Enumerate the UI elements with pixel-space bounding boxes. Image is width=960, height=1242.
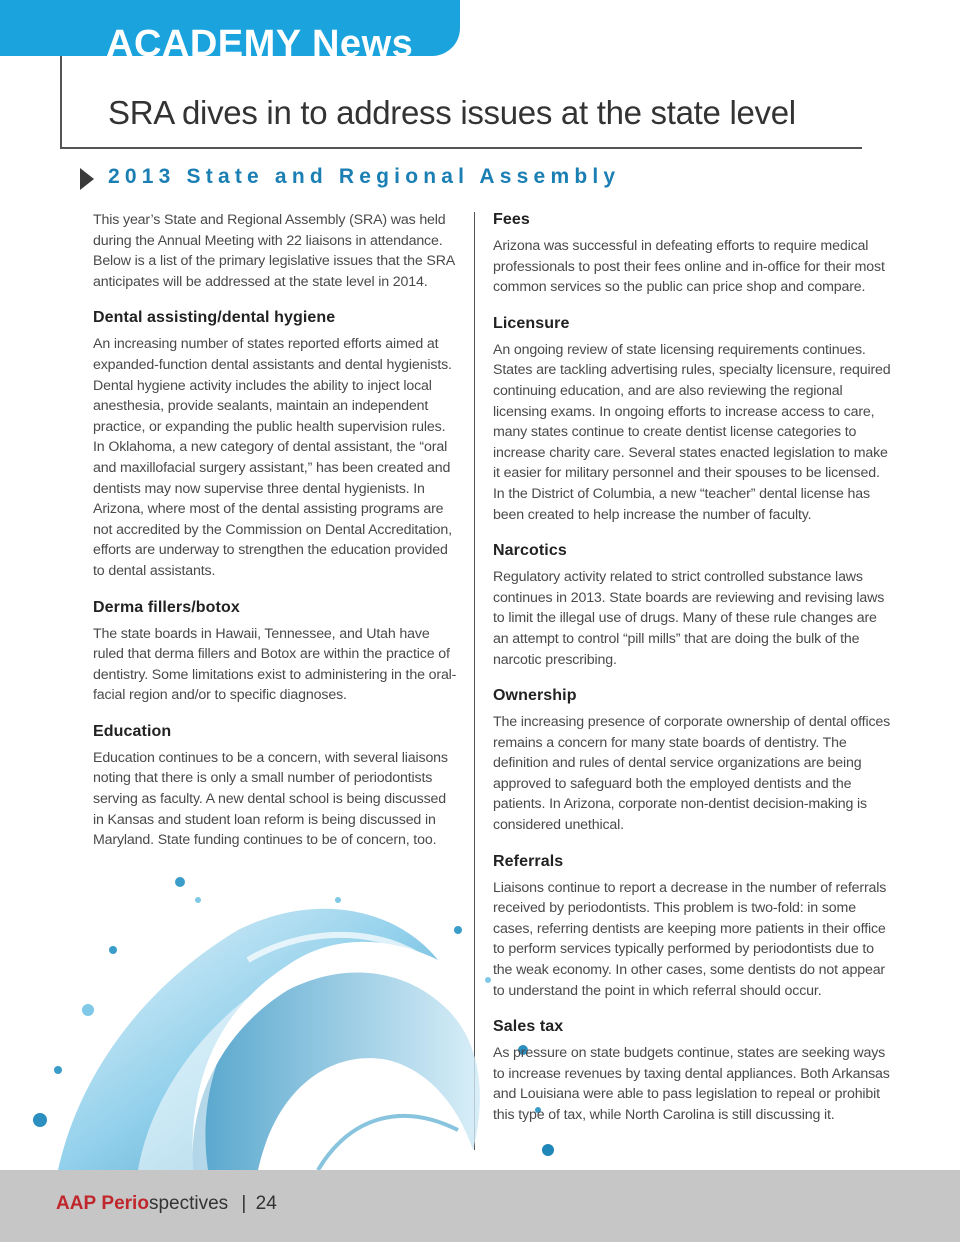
section-heading: 2013 State and Regional Assembly bbox=[108, 165, 621, 188]
subheading-education: Education bbox=[93, 722, 172, 740]
brand-title: ACADEMY News bbox=[106, 23, 414, 56]
intro-paragraph: This year’s State and Regional Assembly (SRA) was held during the Annual Meeting with 22 liaisons in attendance. Below is a list of the primary legislative issues that the SRA anticipates will be addressed at the state level in 2014. bbox=[93, 212, 455, 290]
page-number: 24 bbox=[255, 1193, 277, 1214]
frame-horizontal-rule bbox=[60, 147, 862, 149]
subheading-narcotics: Narcotics bbox=[493, 542, 567, 560]
play-arrow-icon bbox=[80, 168, 94, 190]
subheading-sales-tax: Sales tax bbox=[493, 1018, 564, 1036]
paragraph-sales-tax: As pressure on state budgets continue, states are seeking ways to increase revenues by taxing dental appliances. Both Arkansas and Louisiana were able to pass legislation to repeal or prohibit this type of tax, while North Carolina is still discussing it. bbox=[493, 1045, 890, 1123]
logo-aap: AAP bbox=[56, 1193, 97, 1214]
subheading-dental-assisting: Dental assisting/dental hygiene bbox=[93, 309, 336, 327]
paragraph-referrals: Liaisons continue to report a decrease in the number of referrals received by periodontists. This problem is two-fold: in some cases, referring dentists are keeping more patients in their office to perform services typically performed by periodontists due to the weak economy. In other cases, some dentists do not appear to understand the point in which referral should occur. bbox=[493, 879, 887, 999]
paragraph-derma-fillers: The state boards in Hawaii, Tennessee, and Utah have ruled that derma fillers and Botox are within the practice of dentistry. Some limitations exist to administering in the oral-facial region and/or to specific diagnoses. bbox=[93, 625, 457, 704]
subheading-referrals: Referrals bbox=[493, 852, 564, 870]
subheading-derma-fillers: Derma fillers/botox bbox=[93, 598, 240, 616]
paragraph-education: Education continues to be a concern, with several liaisons noting that there is only a small number of periodontists serving as faculty. A new dental school is being discussed in Kansas and student loan reform is being discussed in Maryland. State funding continues to be of concern, too. bbox=[93, 749, 448, 849]
subheading-licensure: Licensure bbox=[493, 314, 570, 332]
paragraph-narcotics: Regulatory activity related to strict controlled substance laws continues in 2013. State boards are reviewing and revising laws to limit the illegal use of drugs. Many of these rule changes are an attempt to control “pill mills” that are doing the bulk of the narcotic prescribing. bbox=[493, 569, 885, 668]
subheading-ownership: Ownership bbox=[493, 687, 577, 705]
paragraph-ownership: The increasing presence of corporate ownership of dental offices remains a concern for many state boards of dentistry. The definition and rules of dental service organizations are being approved to safeguard both the employed dentists and the patients. In Arizona, corporate non-dentist decision-making is considered unethical. bbox=[493, 714, 891, 834]
logo-perio: Perio bbox=[101, 1193, 149, 1214]
page-title: SRA dives in to address issues at the state level bbox=[108, 94, 796, 131]
left-column bbox=[93, 208, 459, 851]
footer-separator: | bbox=[241, 1193, 247, 1214]
header-tab bbox=[0, 0, 460, 56]
right-column bbox=[493, 208, 895, 1126]
footer-publication-logo bbox=[56, 1191, 277, 1217]
paragraph-dental-assisting: An increasing number of states reported efforts aimed at expanded-function dental assistants and dental hygienists. Dental hygiene activity includes the ability to inject local anesthesia, provide sealants, maintain an independent practice, or expanding the public health supervision rules. In Oklahoma, a new category of dental assistant, the “oral and maxillofacial surgery assistant,” has been created and dentists may now supervise three dental hygienists. In Arizona, where most of the dental assisting programs are not accredited by the Commission on Dental Accreditation, efforts are underway to strengthen the education provided to dental assistants. bbox=[93, 336, 452, 579]
frame-vertical-rule bbox=[60, 56, 62, 148]
logo-spectives: spectives bbox=[148, 1193, 229, 1214]
paragraph-fees: Arizona was successful in defeating efforts to require medical professionals to post their fees online and in-office for their most common services so the public can price shop and compare. bbox=[493, 238, 885, 296]
subheading-fees: Fees bbox=[493, 211, 530, 228]
paragraph-licensure: An ongoing review of state licensing requirements continues. States are tackling advertising rules, specialty licensure, required continuing education, and are also reviewing the regional licensing exams. In ongoing efforts to increase access to care, many states continue to create dentist license categories to increase charity care. Several states enacted legislation to make it easier for military personnel and their spouses to be licensed. In the District of Columbia, a new “teacher” dental license has been created to help increase the number of faculty. bbox=[493, 341, 891, 523]
